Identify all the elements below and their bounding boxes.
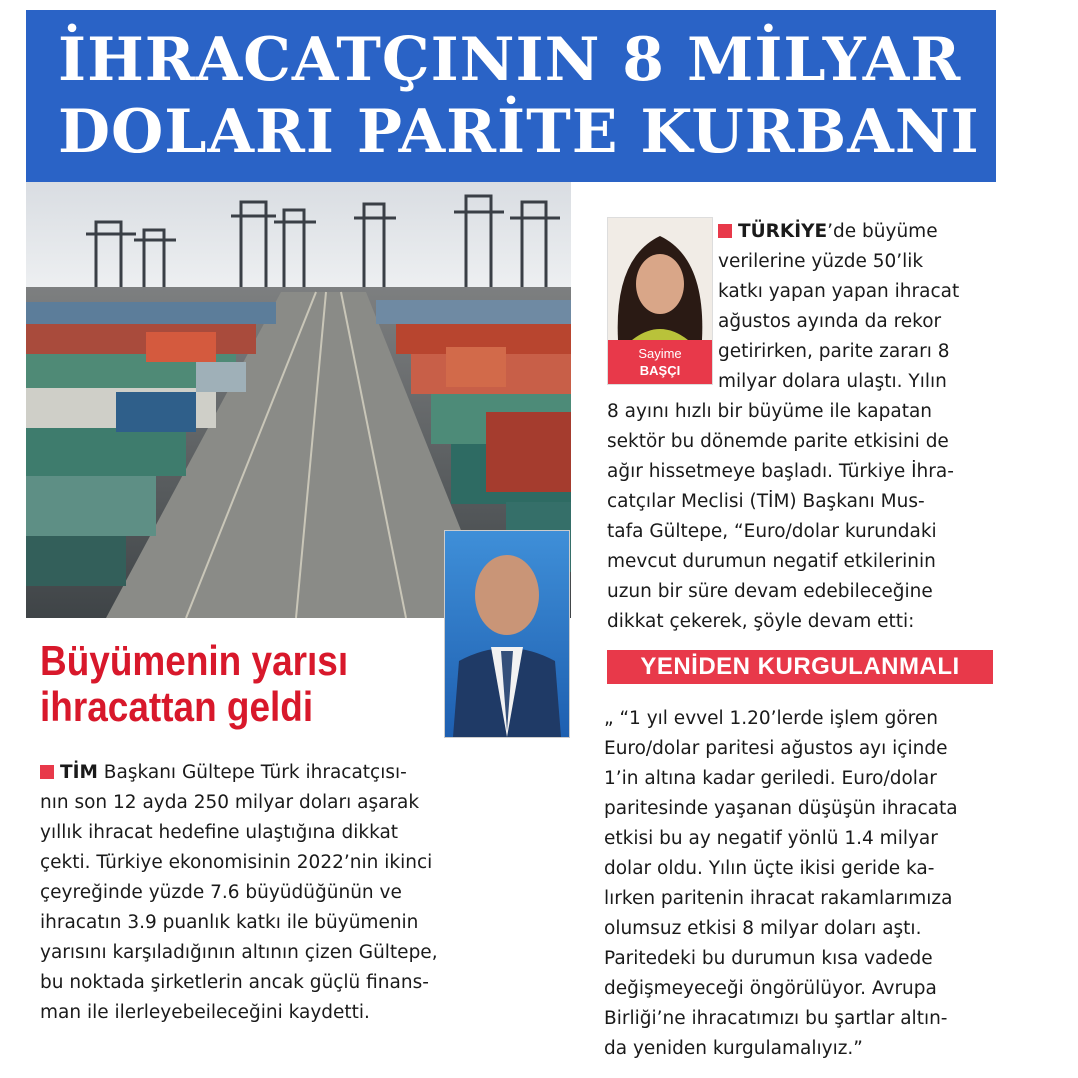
right-article-line: verilerine yüzde 50’lik <box>718 251 924 272</box>
quote-line: Paritedeki bu durumun kısa vadede <box>604 948 933 969</box>
quote-line: değişmeyeceği öngörülüyor. Avrupa <box>604 978 937 999</box>
headline-line-2: DOLARI PARİTE KURBANI <box>58 97 980 167</box>
quote-line: lırken paritenin ihracat rakamlarımıza <box>604 888 953 909</box>
right-article-intro <box>718 217 1058 397</box>
quote-line: Euro/dolar paritesi ağustos ayı içinde <box>604 738 948 759</box>
author-first-name: Sayime <box>638 346 682 361</box>
left-article-lead-word: TİM <box>60 762 98 783</box>
left-article-line: yarısını karşıladığının altının çizen Gültepe, <box>40 942 438 963</box>
author-last-name: BAŞÇI <box>639 363 681 378</box>
right-article-line: mevcut durumun negatif etkilerinin <box>607 551 936 572</box>
right-article-line: sektör bu dönemde parite etkisini de <box>607 431 949 452</box>
author-box <box>607 217 713 385</box>
quote-line: olumsuz etkisi 8 milyar doları aştı. <box>604 918 922 939</box>
right-article-body <box>607 397 1067 637</box>
quote-body <box>604 704 1064 1064</box>
left-article-line: TİM Başkanı Gültepe Türk ihracatçısı- <box>40 758 552 788</box>
right-article-line: uzun bir süre devam edebileceğine <box>607 581 933 602</box>
left-article-line: yıllık ihracat hedefine ulaştığına dikkat <box>40 822 399 843</box>
quote-line: dolar oldu. Yılın üçte ikisi geride ka- <box>604 858 935 879</box>
speaker-portrait-photo <box>444 530 570 738</box>
quote-line: 1’in altına kadar geriledi. Euro/dolar <box>604 768 937 789</box>
sub-headline-line-1: Büyümenin yarısı <box>40 637 349 684</box>
quote-line: da yeniden kurgulamalıyız.” <box>604 1038 863 1059</box>
left-article-line: bu noktada şirketlerin ancak güçlü finans- <box>40 972 429 993</box>
right-article-line: tafa Gültepe, “Euro/dolar kurundaki <box>607 521 937 542</box>
quote-line: paritesinde yaşanan düşüşün ihracata <box>604 798 958 819</box>
left-article-line: man ile ilerleyebeileceğini kaydetti. <box>40 1002 370 1023</box>
left-article-line: nın son 12 ayda 250 milyar doları aşarak <box>40 792 420 813</box>
speaker-portrait-illustration <box>445 531 569 737</box>
right-article-line: milyar dolara ulaştı. Yılın <box>718 371 947 392</box>
red-square-bullet-icon <box>40 765 54 779</box>
quote-line: Birliği’ne ihracatımızı bu şartlar altın- <box>604 1008 948 1029</box>
left-article-line: ihracatın 3.9 puanlık katkı ile büyümenin <box>40 912 419 933</box>
headline-banner <box>26 10 996 182</box>
quote-line: etkisi bu ay negatif yönlü 1.4 milyar <box>604 828 938 849</box>
right-article-line: getirirken, parite zararı 8 <box>718 341 950 362</box>
right-article-line: TÜRKİYE’de büyüme <box>718 217 1058 247</box>
section-heading: YENİDEN KURGULANMALI <box>607 650 993 684</box>
quote-line: „ “1 yıl evvel 1.20’lerde işlem gören <box>604 708 938 729</box>
sub-headline <box>40 638 392 730</box>
right-article-line: dikkat çekerek, şöyle devam etti: <box>607 611 915 632</box>
sub-headline-line-2: ihracattan geldi <box>40 683 314 730</box>
author-photo <box>608 218 712 340</box>
left-article-line: çeyreğinde yüzde 7.6 büyüdüğünün ve <box>40 882 402 903</box>
headline-line-1: İHRACATÇININ 8 MİLYAR <box>58 25 962 95</box>
author-name <box>608 340 712 384</box>
right-article-line: catçılar Meclisi (TİM) Başkanı Mus- <box>607 491 925 512</box>
red-square-bullet-icon <box>718 224 732 238</box>
left-article-body <box>40 758 552 1028</box>
right-article-lead-word: TÜRKİYE <box>738 221 828 242</box>
left-article-line: çekti. Türkiye ekonomisinin 2022’nin ikinci <box>40 852 433 873</box>
right-article-line: ağustos ayında da rekor <box>718 311 942 332</box>
right-article-line: katkı yapan yapan ihracat <box>718 281 960 302</box>
right-article-line: 8 ayını hızlı bir büyüme ile kapatan <box>607 401 933 422</box>
right-article-line: ağır hissetmeye başladı. Türkiye İhra- <box>607 461 954 482</box>
